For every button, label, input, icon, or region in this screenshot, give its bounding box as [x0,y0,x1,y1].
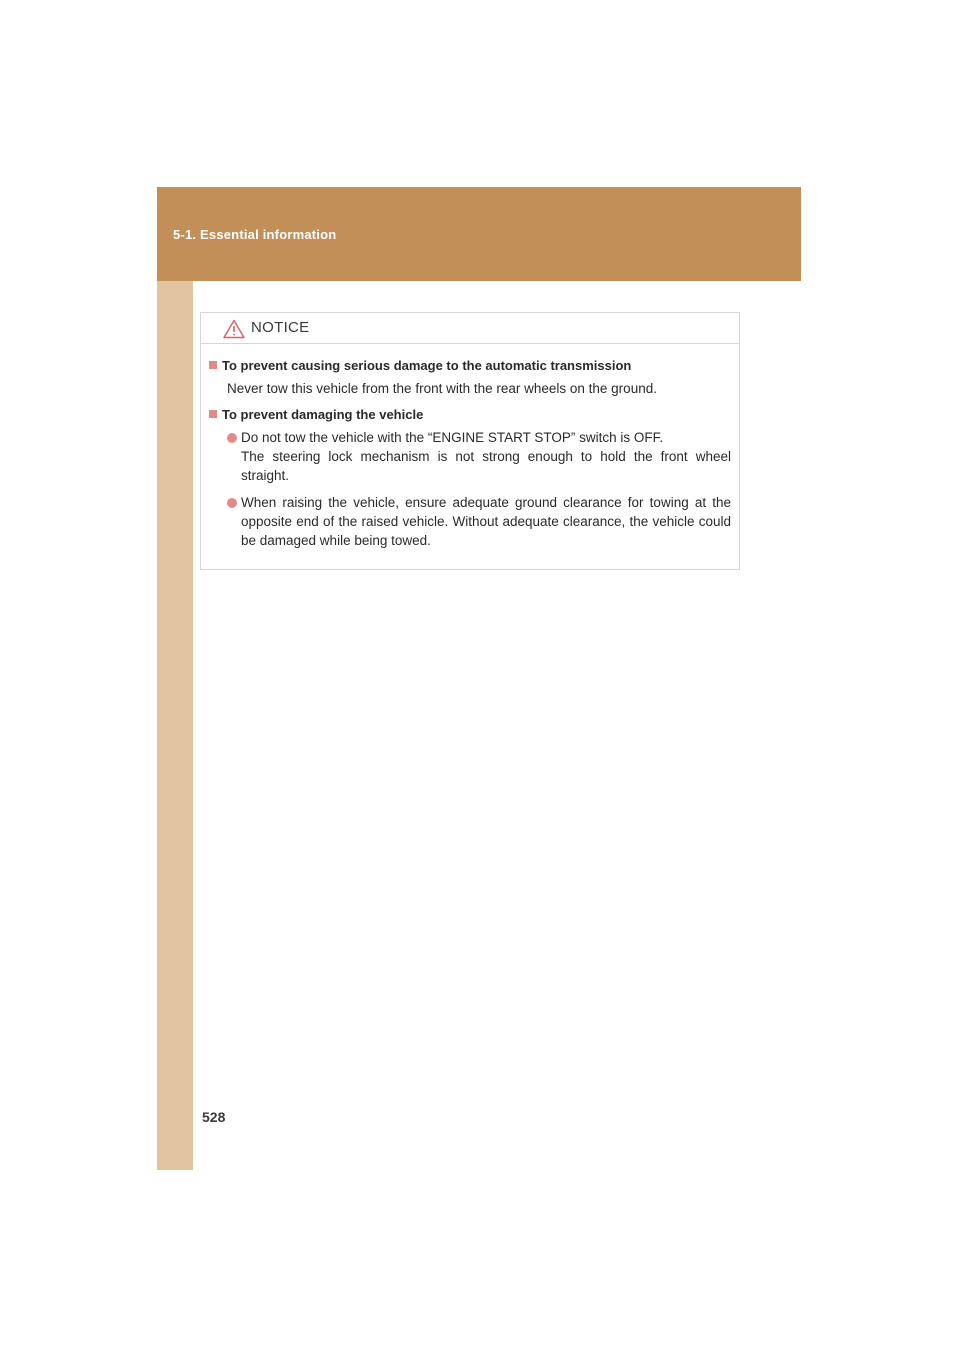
bullet-text-line: The steering lock mechanism is not strong enough to hold the front wheel straight. [241,449,731,483]
square-bullet-icon [209,410,217,418]
notice-box [200,312,740,570]
notice-title: NOTICE [251,319,310,336]
square-bullet-icon [209,361,217,369]
section-heading-vehicle-damage [209,405,731,424]
heading-text: To prevent causing serious damage to the automatic transmission [222,358,632,373]
list-item [209,428,731,485]
section-title: 5-1. Essential information [173,227,337,242]
section-header-band [157,187,801,281]
page-number: 528 [202,1109,226,1125]
warning-icon [223,319,245,339]
dot-bullet-icon [227,433,237,443]
side-margin-band [157,281,193,1170]
dot-bullet-icon [227,498,237,508]
paragraph-tow-warning: Never tow this vehicle from the front with the rear wheels on the ground. [227,381,657,396]
section-heading-transmission [209,356,731,375]
notice-header [201,313,739,344]
bullet-text-line: When raising the vehicle, ensure adequate ground clearance for towing at the opposite end of the raised vehicle. Without adequate clearance, the vehicle could be damaged while being towed. [241,495,731,548]
list-item [209,493,731,550]
notice-body [201,344,739,550]
bullet-text-line: Do not tow the vehicle with the “ENGINE START STOP” switch is OFF. [241,430,664,445]
heading-text: To prevent damaging the vehicle [222,407,424,422]
